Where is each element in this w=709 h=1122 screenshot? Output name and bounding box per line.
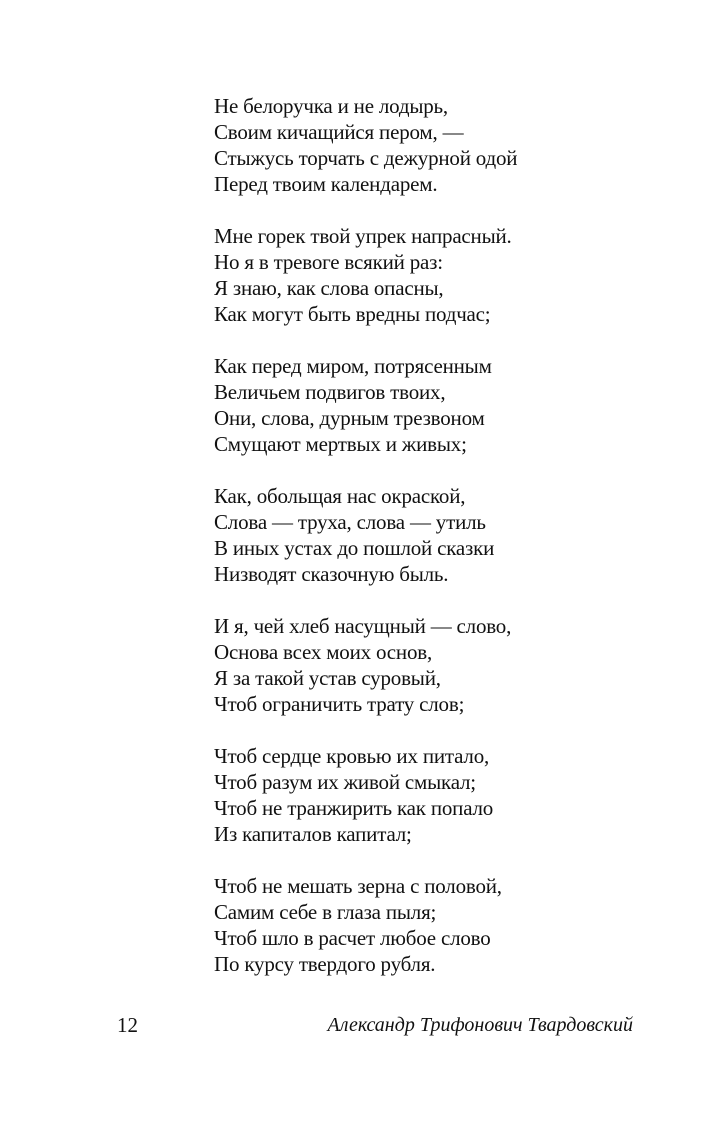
poem-line: Я за такой устав суровый, bbox=[214, 666, 441, 690]
poem-line: Как, обольщая нас окраской, bbox=[214, 484, 466, 508]
stanza-5 bbox=[214, 613, 634, 717]
poem-line: Они, слова, дурным трезвоном bbox=[214, 406, 485, 430]
stanza-4 bbox=[214, 483, 634, 587]
poem-line: Из капиталов капитал; bbox=[214, 822, 412, 846]
poem-line: Смущают мертвых и живых; bbox=[214, 432, 467, 456]
poem-line: Величьем подвигов твоих, bbox=[214, 380, 446, 404]
poem-line: Чтоб не транжирить как попало bbox=[214, 796, 494, 820]
poem-line: В иных устах до пошлой сказки bbox=[214, 536, 495, 560]
stanza-2 bbox=[214, 223, 634, 327]
poem-line: Но я в тревоге всякий раз: bbox=[214, 250, 443, 274]
author-name: Александр Трифонович Твардовский bbox=[327, 1014, 633, 1036]
poem-line: По курсу твердого рубля. bbox=[214, 952, 436, 976]
stanza-3 bbox=[214, 353, 634, 457]
poem-line: Чтоб разум их живой смыкал; bbox=[214, 770, 476, 794]
poem-line: Я знаю, как слова опасны, bbox=[214, 276, 444, 300]
stanza-6 bbox=[214, 743, 634, 847]
poem bbox=[214, 93, 634, 1003]
poem-line: Чтоб сердце кровью их питало, bbox=[214, 744, 490, 768]
poem-line: Чтоб шло в расчет любое слово bbox=[214, 926, 491, 950]
poem-line: Как перед миром, потрясенным bbox=[214, 354, 492, 378]
poem-line: Не белоручка и не лодырь, bbox=[214, 94, 448, 118]
poem-line: Основа всех моих основ, bbox=[214, 640, 433, 664]
stanza-7 bbox=[214, 873, 634, 977]
poem-line: Как могут быть вредны подчас; bbox=[214, 302, 491, 326]
page-number: 12 bbox=[117, 1013, 138, 1037]
poem-line: Чтоб ограничить трату слов; bbox=[214, 692, 465, 716]
stanza-1 bbox=[214, 93, 634, 197]
poem-line: И я, чей хлеб насущный — слово, bbox=[214, 614, 512, 638]
poem-line: Слова — труха, слова — утиль bbox=[214, 510, 486, 534]
poem-line: Своим кичащийся пером, — bbox=[214, 120, 464, 144]
poem-line: Низводят сказочную быль. bbox=[214, 562, 449, 586]
poem-line: Чтоб не мешать зерна с половой, bbox=[214, 874, 502, 898]
poem-line: Стыжусь торчать с дежурной одой bbox=[214, 146, 518, 170]
poem-line: Перед твоим календарем. bbox=[214, 172, 438, 196]
poem-line: Самим себе в глаза пыля; bbox=[214, 900, 437, 924]
page-footer bbox=[117, 1012, 637, 1042]
poem-line: Мне горек твой упрек напрасный. bbox=[214, 224, 512, 248]
